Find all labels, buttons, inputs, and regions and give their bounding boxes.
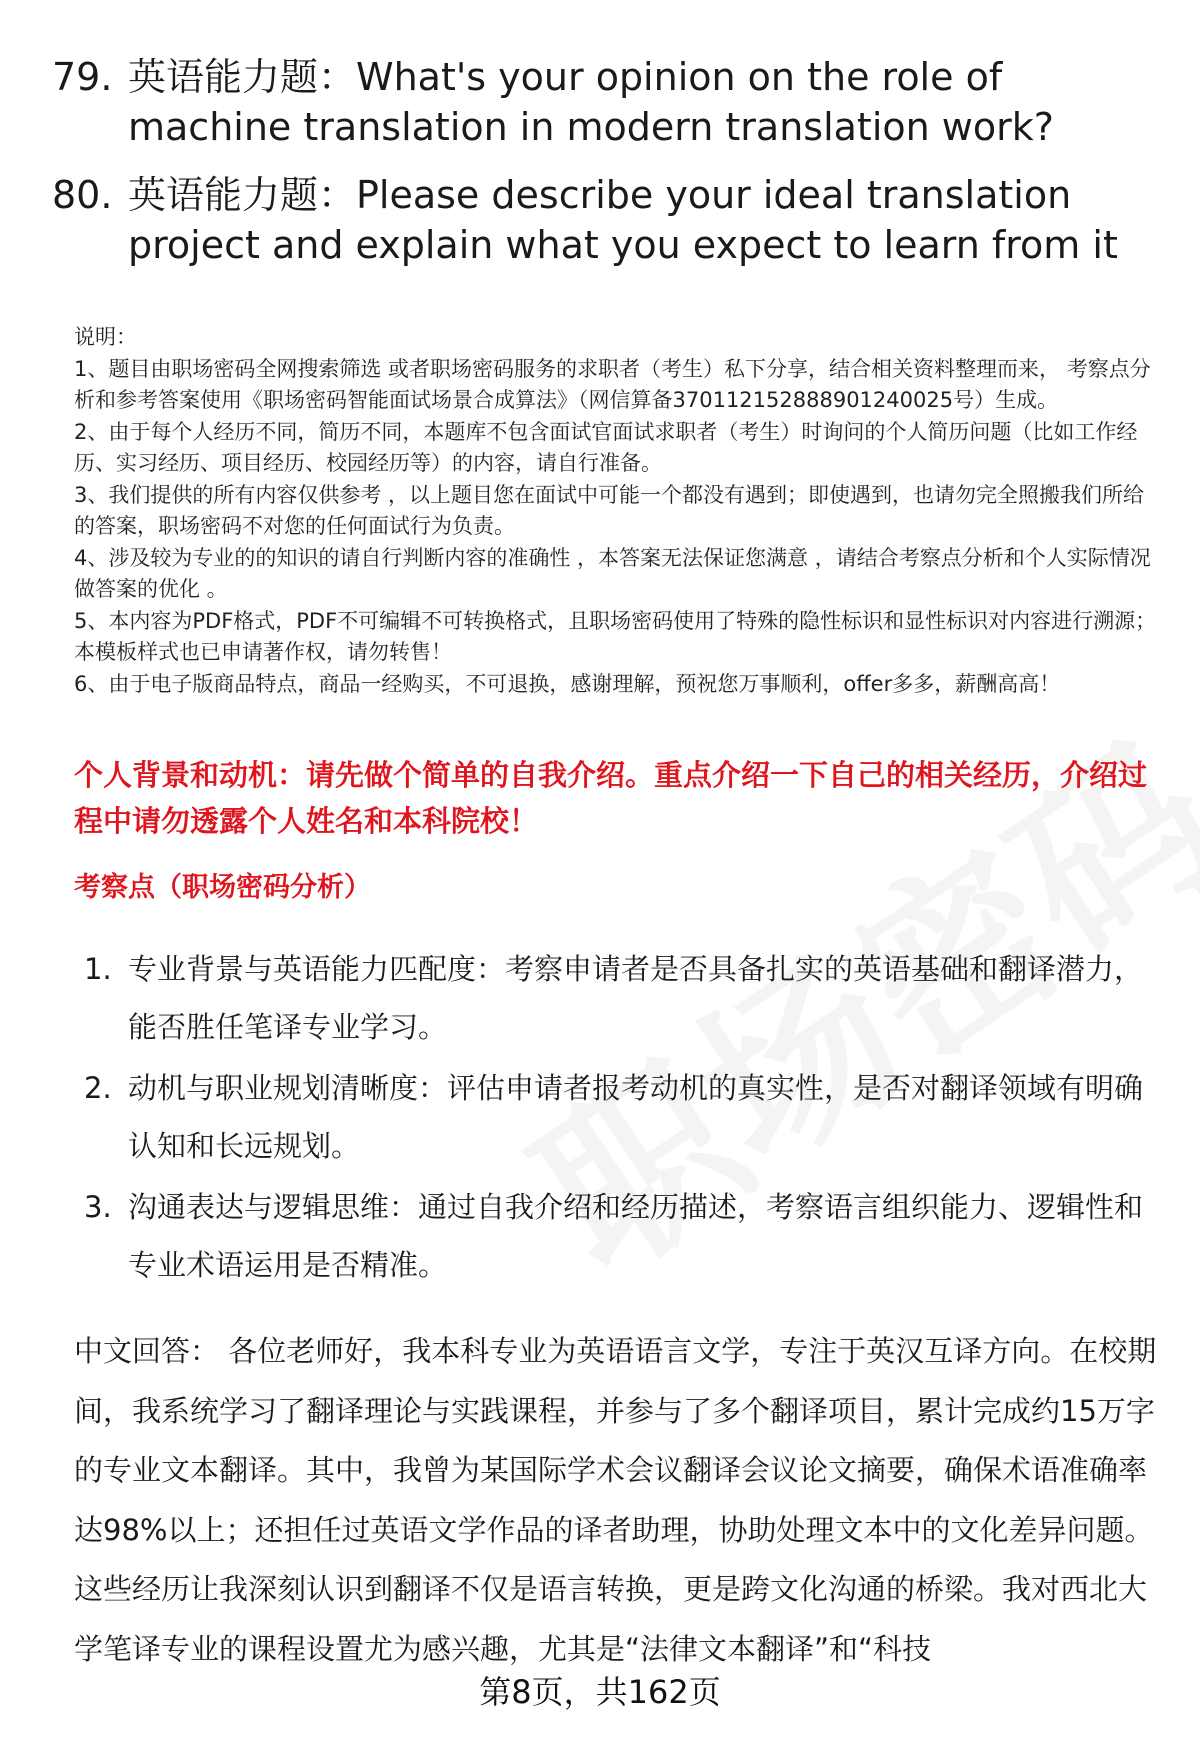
question-text: 英语能力题：Please describe your ideal translation project and explain what you expect to learn from it xyxy=(128,173,1118,267)
note-item: 2、由于每个人经历不同，简历不同，本题库不包含面试官面试求职者（考生）时询问的个人简历问题（比如工作经历、实习经历、项目经历、校园经历等）的内容，请自行准备。 xyxy=(74,419,1138,475)
notes-heading: 说明： xyxy=(74,325,137,349)
point-text: 专业背景与英语能力匹配度：考察申请者是否具备扎实的英语基础和翻译潜力，能否胜任笔译专业学习。 xyxy=(128,952,1144,1044)
question-79 xyxy=(52,52,1152,152)
point-text: 动机与职业规划清晰度：评估申请者报考动机的真实性，是否对翻译领域有明确认知和长远规划。 xyxy=(128,1071,1144,1163)
analysis-heading: 考察点（职场密码分析） xyxy=(74,872,371,903)
question-number: 79. xyxy=(52,55,113,99)
note-item: 3、我们提供的所有内容仅供参考 ，以上题目您在面试中可能一个都没有遇到；即使遇到，也请勿完全照搬我们所给的答案，职场密码不对您的任何面试行为负责。 xyxy=(74,482,1145,538)
answer-text: 中文回答： 各位老师好，我本科专业为英语语言文学，专注于英汉互译方向。在校期间，我系统学习了翻译理论与实践课程，并参与了多个翻译项目，累计完成约15万字的专业文本翻译。其中，我曾为某国际学术会议翻译会议论文摘要，确保术语准确率达98%以上；还担任过英语文学作品的译者助理，协助处理文本中的文化差异问题。这些经历让我深刻认识到翻译不仅是语言转换，更是跨文化沟通的桥梁。我对西北大学笔译专业的课程设置尤为感兴趣，尤其是“法律文本翻译”和“科技 xyxy=(74,1334,1157,1666)
note-item: 4、涉及较为专业的的知识的请自行判断内容的准确性 ，本答案无法保证您满意 ，请结合考察点分析和个人实际情况做答案的优化 。 xyxy=(74,545,1151,601)
page-footer: 第8页，共162页 xyxy=(479,1673,721,1711)
note-item: 6、由于电子版商品特点，商品一经购买，不可退换，感谢理解，预祝您万事顺利，offer多多，薪酬高高！ xyxy=(74,671,1061,696)
question-title: 个人背景和动机：请先做个简单的自我介绍。重点介绍一下自己的相关经历，介绍过程中请勿透露个人姓名和本科院校！ xyxy=(74,758,1148,838)
point-number: 1. xyxy=(84,952,112,986)
analysis-point xyxy=(74,1178,1154,1294)
question-80 xyxy=(52,170,1152,270)
analysis-point xyxy=(74,940,1154,1056)
point-number: 2. xyxy=(84,1071,112,1105)
disclaimer-notes xyxy=(74,322,1164,700)
note-item: 1、题目由职场密码全网搜索筛选 或者职场密码服务的求职者（考生）私下分享，结合相关资料整理而来， 考察点分析和参考答案使用《职场密码智能面试场景合成算法》（网信算备370112152888901240025号）生成。 xyxy=(74,356,1151,412)
analysis-points xyxy=(74,940,1154,1297)
analysis-point xyxy=(74,1059,1154,1175)
question-text: 英语能力题：What's your opinion on the role of machine translation in modern translation work? xyxy=(128,55,1054,149)
point-text: 沟通表达与逻辑思维：通过自我介绍和经历描述，考察语言组织能力、逻辑性和专业术语运用是否精准。 xyxy=(128,1190,1144,1282)
point-number: 3. xyxy=(84,1190,112,1224)
note-item: 5、本内容为PDF格式，PDF不可编辑不可转换格式，且职场密码使用了特殊的隐性标识和显性标识对内容进行溯源；本模板样式也已申请著作权，请勿转售！ xyxy=(74,608,1157,664)
question-number: 80. xyxy=(52,173,113,217)
